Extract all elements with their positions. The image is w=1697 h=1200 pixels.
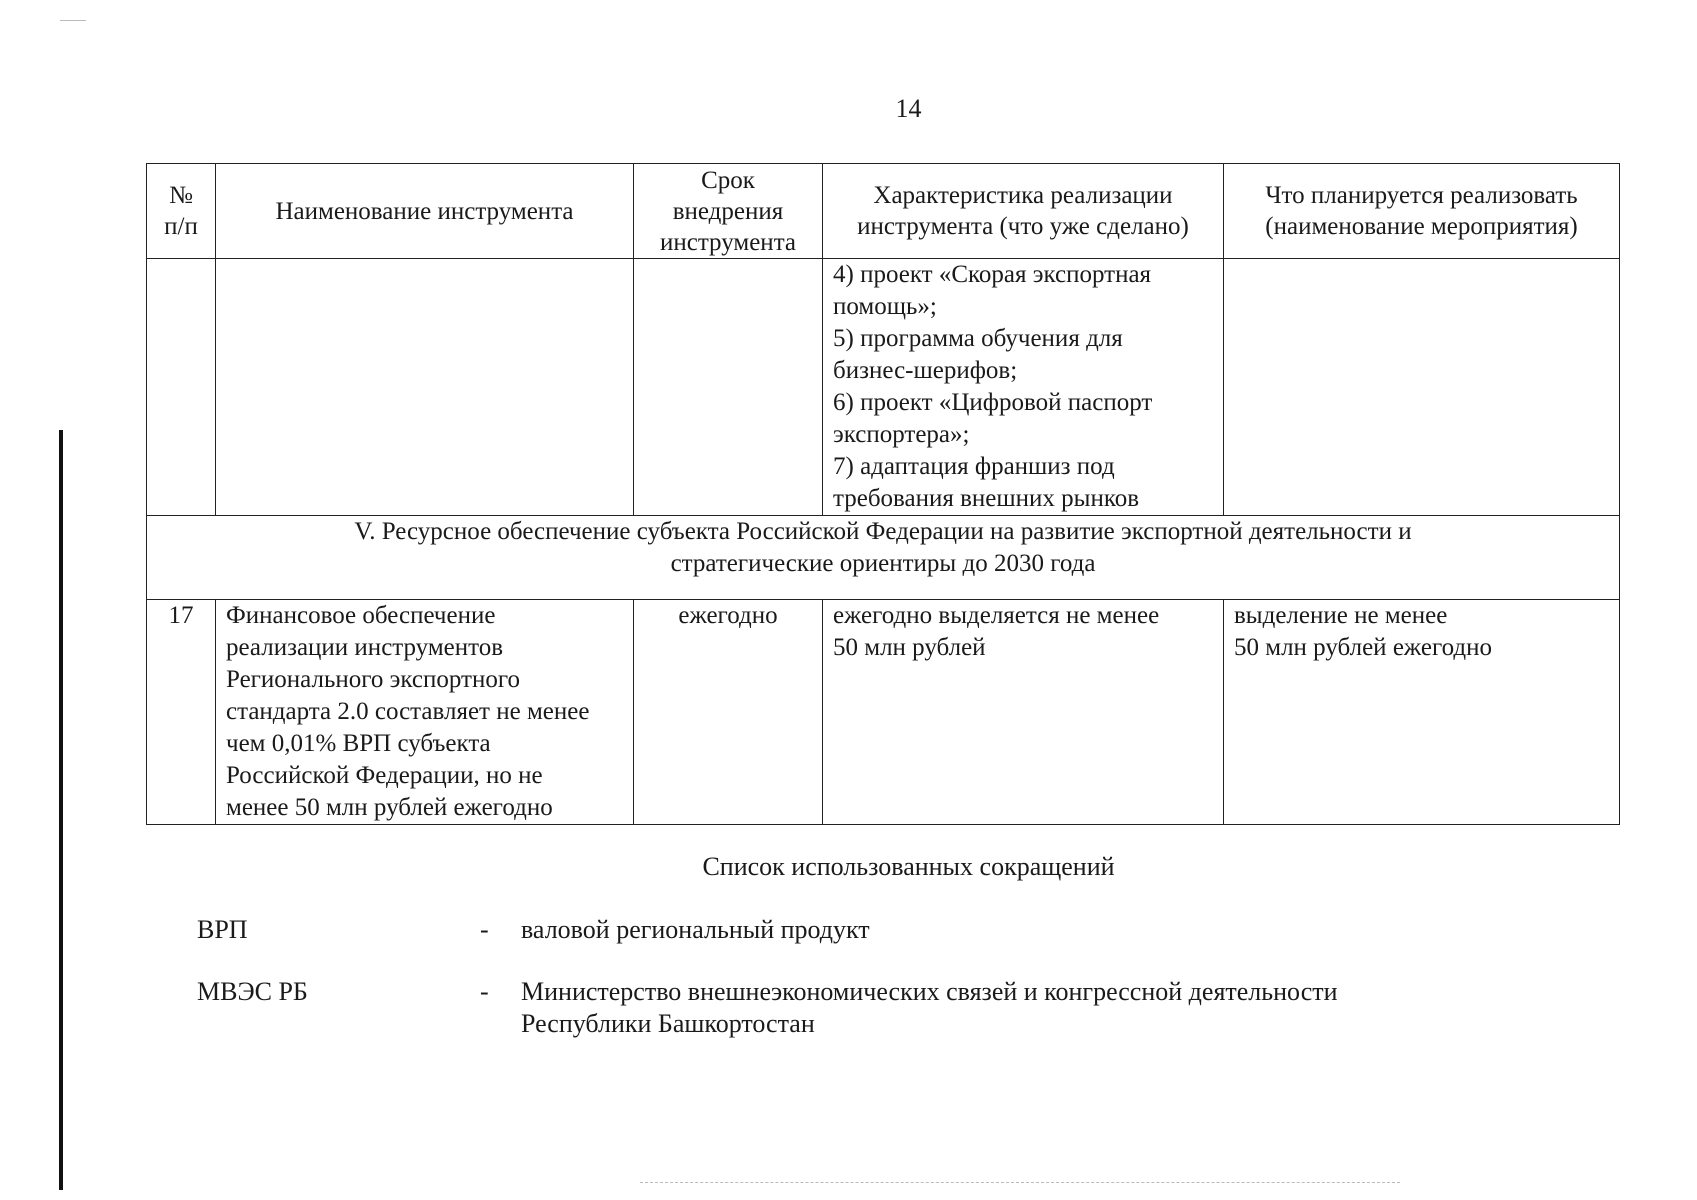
plan-line: выделение не менее <box>1234 602 1448 629</box>
name-line: Российской Федерации, но не <box>226 762 543 789</box>
cell-term <box>634 259 823 516</box>
header-num-line: № <box>169 182 193 209</box>
list-item: 6) проект «Цифровой паспорт <box>833 389 1153 416</box>
table-row <box>147 259 1620 516</box>
name-line: чем 0,01% ВРП субъекта <box>226 730 491 757</box>
header-plan-line: (наименование мероприятия) <box>1265 213 1578 240</box>
list-item: 7) адаптация франшиз под <box>833 453 1115 480</box>
scan-binding-edge <box>59 430 63 1190</box>
list-item: бизнес-шерифов; <box>833 357 1018 384</box>
list-item: 5) программа обучения для <box>833 325 1123 352</box>
cell-name <box>216 259 634 516</box>
definition-line: валовой региональный продукт <box>521 915 870 944</box>
cell-num: 17 <box>147 600 216 825</box>
table-header-row <box>147 164 1620 259</box>
section-title <box>147 516 1620 600</box>
abbreviation-dash: - <box>480 915 489 944</box>
cell-characteristic <box>823 259 1224 516</box>
name-line: реализации инструментов <box>226 634 504 661</box>
name-line: Финансовое обеспечение <box>226 602 496 629</box>
header-num-line: п/п <box>164 213 198 240</box>
header-characteristic-line: инструмента (что уже сделано) <box>857 213 1189 240</box>
header-characteristic <box>823 164 1224 259</box>
scan-artifact-mark <box>60 20 86 21</box>
definition-line: Республики Башкортостан <box>521 1009 815 1038</box>
definition-line: Министерство внешнеэкономических связей и конгрессной деятельности <box>521 977 1338 1006</box>
header-characteristic-line: Характеристика реализации <box>873 182 1173 209</box>
cell-plan <box>1224 259 1620 516</box>
abbreviation-term: ВРП <box>197 915 248 944</box>
name-line: менее 50 млн рублей ежегодно <box>226 794 553 821</box>
list-item: 4) проект «Скорая экспортная <box>833 261 1152 288</box>
list-item: требования внешних рынков <box>833 485 1140 512</box>
abbreviations-title: Список использованных сокращений <box>702 852 1115 881</box>
section-row <box>147 516 1620 600</box>
section-title-line: стратегические ориентиры до 2030 года <box>670 550 1096 577</box>
name-line: Регионального экспортного <box>226 666 520 693</box>
header-plan <box>1224 164 1620 259</box>
table-row <box>147 600 1620 825</box>
cell-characteristic <box>823 600 1224 825</box>
scan-artifact-rule <box>640 1182 1400 1183</box>
characteristic-line: 50 млн рублей <box>833 634 986 661</box>
name-line: стандарта 2.0 составляет не менее <box>226 698 590 725</box>
header-plan-line: Что планируется реализовать <box>1265 182 1578 209</box>
plan-line: 50 млн рублей ежегодно <box>1234 634 1492 661</box>
section-title-line: V. Ресурсное обеспечение субъекта Российской Федерации на развитие экспортной деятельности и <box>354 518 1412 545</box>
characteristic-line: ежегодно выделяется не менее <box>833 602 1160 629</box>
header-term-line: внедрения <box>672 197 784 225</box>
header-term-line: инструмента <box>659 228 797 256</box>
header-num <box>147 164 216 259</box>
header-name: Наименование инструмента <box>216 164 634 259</box>
instruments-table <box>146 163 1620 825</box>
abbreviation-definition <box>521 976 1521 1040</box>
cell-plan <box>1224 600 1620 825</box>
header-term <box>634 164 823 259</box>
abbreviation-term: МВЭС РБ <box>197 977 308 1006</box>
abbreviation-dash: - <box>480 977 489 1006</box>
header-term-line: Срок <box>701 166 755 194</box>
cell-num <box>147 259 216 516</box>
page-number: 14 <box>895 94 922 123</box>
list-item: экспортера»; <box>833 421 970 448</box>
cell-term: ежегодно <box>634 600 823 825</box>
abbreviation-definition <box>521 914 1521 946</box>
cell-name <box>216 600 634 825</box>
list-item: помощь»; <box>833 293 937 320</box>
